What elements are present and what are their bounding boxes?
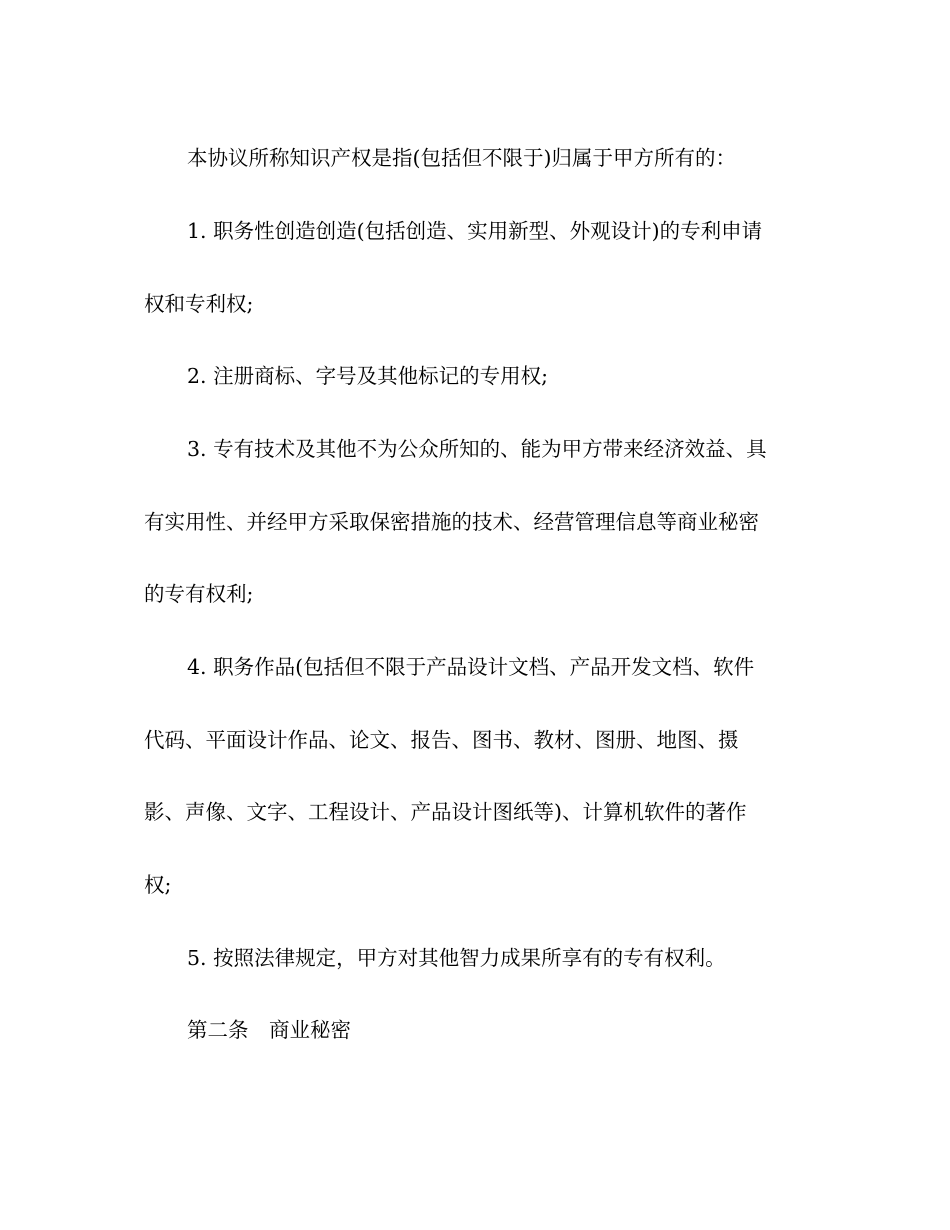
item-3-line-2: 有实用性、并经甲方采取保密措施的技术、经营管理信息等商业秘密 [144,510,759,534]
section-heading-article-2: 第二条 商业秘密 [187,1018,351,1042]
item-1-line-1: 1. 职务性创造创造(包括创造、实用新型、外观设计)的专利申请 [187,219,763,243]
item-1-line-2: 权和专利权; [144,292,254,316]
intro-paragraph: 本协议所称知识产权是指(包括但不限于)归属于甲方所有的： [187,146,736,170]
item-5-line-1: 5. 按照法律规定，甲方对其他智力成果所享有的专有权利。 [187,946,726,970]
item-4-line-4: 权; [144,873,172,897]
item-2-line-1: 2. 注册商标、字号及其他标记的专用权; [187,364,548,388]
item-3-line-3: 的专有权利; [144,582,254,606]
item-3-line-1: 3. 专有技术及其他不为公众所知的、能为甲方带来经济效益、具 [187,437,767,461]
item-4-line-1: 4. 职务作品(包括但不限于产品设计文档、产品开发文档、软件 [187,655,755,679]
item-4-line-3: 影、声像、文字、工程设计、产品设计图纸等)、计算机软件的著作 [144,800,747,824]
item-4-line-2: 代码、平面设计作品、论文、报告、图书、教材、图册、地图、摄 [144,728,739,752]
